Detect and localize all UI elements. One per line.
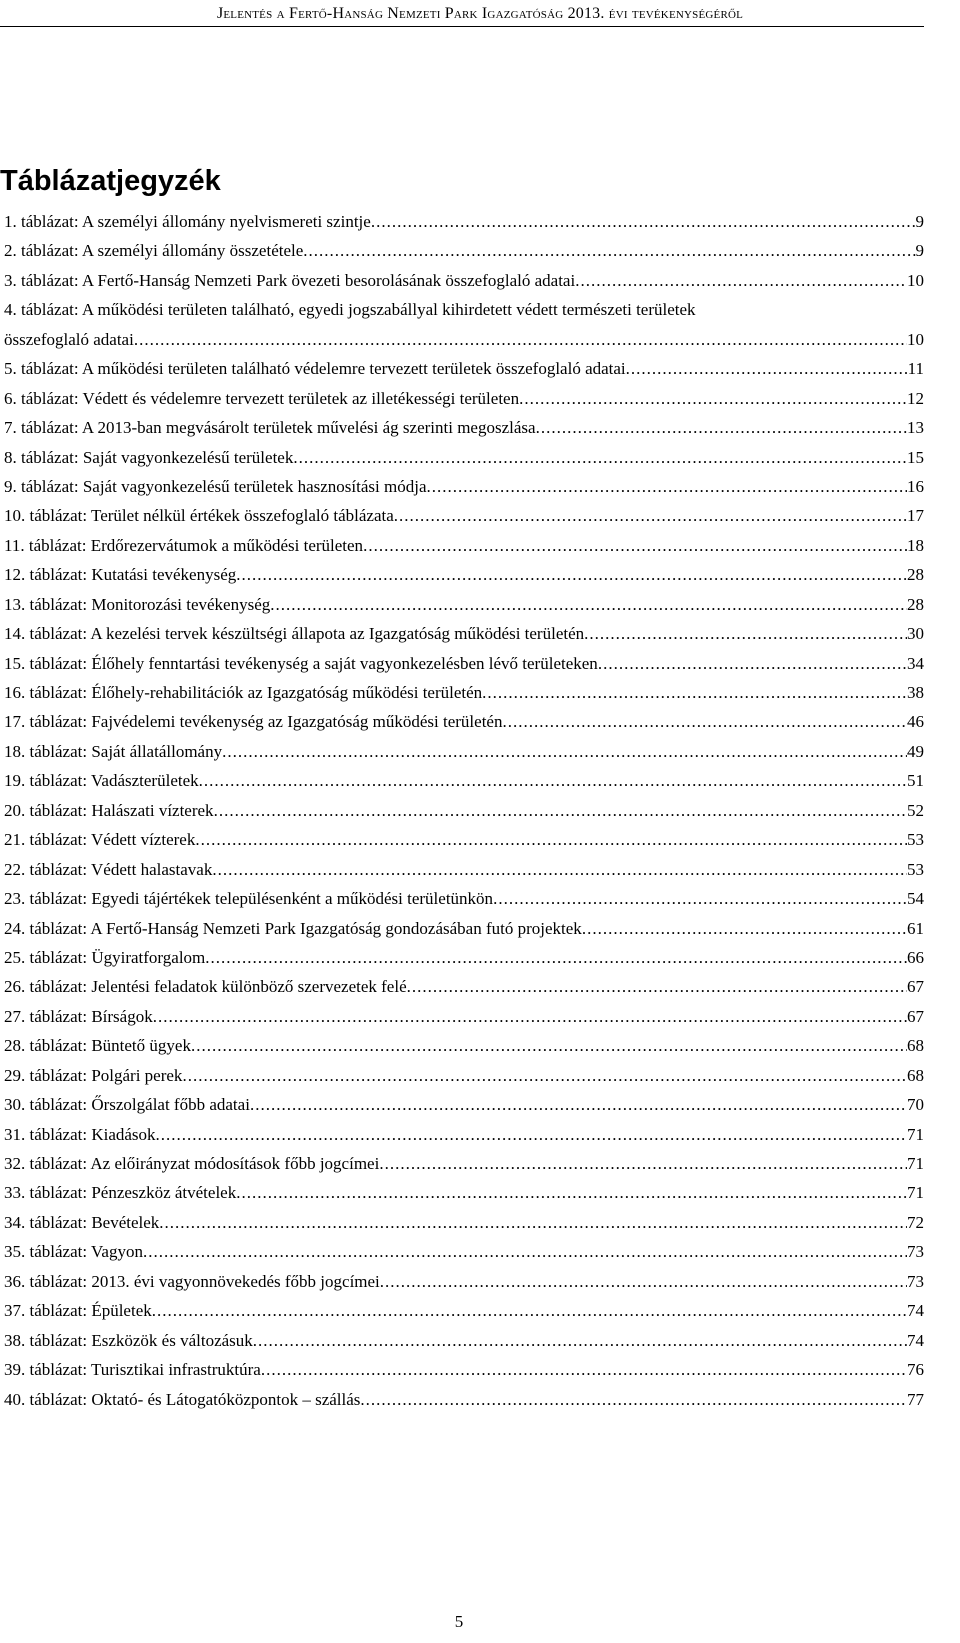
toc-entry[interactable] <box>4 443 924 472</box>
header-divider <box>0 26 924 27</box>
toc-entry-title: 16. táblázat: Élőhely-rehabilitációk az Igazgatóság működési területén <box>4 683 483 702</box>
toc-entry-page: 71 <box>907 1154 924 1173</box>
toc-entry[interactable] <box>4 1090 924 1119</box>
toc-entry[interactable] <box>4 1296 924 1325</box>
toc-entry[interactable] <box>4 884 924 913</box>
dot-leader <box>519 384 907 413</box>
toc-entry-title: 35. táblázat: Vagyon <box>4 1242 143 1262</box>
dot-leader <box>195 825 907 854</box>
toc-entry-title: 37. táblázat: Épületek <box>4 1301 152 1321</box>
toc-entry-page: 10 <box>907 329 924 349</box>
dot-leader <box>407 972 907 1001</box>
toc-entry-title: 26. táblázat: Jelentési feladatok különböző szervezetek felé <box>4 977 407 997</box>
dot-leader <box>191 1031 907 1060</box>
toc-entry[interactable] <box>4 531 924 560</box>
toc-entry-title: 27. táblázat: Bírságok <box>4 1006 153 1026</box>
running-header: Jelentés a Fertő-Hanság Nemzeti Park Igazgatóság 2013. évi tevékenységéről <box>216 5 744 22</box>
dot-leader <box>253 1326 907 1355</box>
toc-entry-title: 40. táblázat: Oktató- és Látogatóközpontok – szállás <box>4 1389 361 1409</box>
dot-leader <box>250 1090 907 1119</box>
toc-entry[interactable] <box>4 796 924 825</box>
toc-entry-title: 25. táblázat: Ügyiratforgalom <box>4 947 206 967</box>
toc-entry[interactable] <box>4 943 924 972</box>
toc-entry-title: 12. táblázat: Kutatási tevékenység <box>4 565 237 585</box>
toc-entry-title: 28. táblázat: Büntető ügyek <box>4 1036 191 1056</box>
toc-entry[interactable] <box>4 1267 924 1296</box>
dot-leader <box>236 560 907 589</box>
toc-entry[interactable] <box>4 1149 924 1178</box>
dot-leader <box>205 943 907 972</box>
toc-entry-page: 52 <box>907 800 924 820</box>
toc-entry-page: 51 <box>907 771 924 791</box>
toc-entry[interactable] <box>4 707 924 736</box>
toc-entry[interactable] <box>4 678 924 707</box>
toc-entry-title: 30. táblázat: Őrszolgálat főbb adatai <box>4 1095 250 1115</box>
dot-leader <box>159 1208 907 1237</box>
page-number: 5 <box>454 1612 464 1631</box>
toc-entry[interactable] <box>4 1385 924 1414</box>
toc-entry[interactable] <box>4 384 924 413</box>
toc-entry-title: 2. táblázat: A személyi állomány összetétele <box>4 241 304 261</box>
dot-leader <box>214 796 907 825</box>
dot-leader <box>502 707 907 736</box>
toc-entry-page: 28 <box>907 565 924 585</box>
toc-entry[interactable] <box>4 207 924 236</box>
toc-entry[interactable] <box>4 825 924 854</box>
toc-entry-page: 34 <box>907 653 924 673</box>
toc-entry[interactable] <box>4 766 924 795</box>
toc-entry-title: 19. táblázat: Vadászterületek <box>4 771 199 791</box>
toc-title: Táblázatjegyzék <box>0 165 221 197</box>
toc-entry[interactable] <box>4 972 924 1001</box>
toc-entry-page: 74 <box>907 1330 924 1350</box>
toc-entry-title: 15. táblázat: Élőhely fenntartási tevékenység a saját vagyonkezelésben lévő területeken <box>4 653 598 673</box>
toc-entry[interactable] <box>4 619 924 648</box>
toc-entry-title: 3. táblázat: A Fertő-Hanság Nemzeti Park övezeti besorolásának összefoglaló adatai <box>4 270 576 290</box>
toc-entry-title: 7. táblázat: A 2013-ban megvásárolt területek művelési ág szerinti megoszlása <box>4 418 536 438</box>
dot-leader <box>394 501 907 530</box>
toc-entry-page: 76 <box>907 1360 924 1380</box>
toc-entry[interactable] <box>4 914 924 943</box>
toc-entry[interactable] <box>4 1031 924 1060</box>
toc-entry[interactable] <box>4 1237 924 1266</box>
toc-entry-title: összefoglaló adatai <box>4 329 134 349</box>
toc-entry[interactable] <box>4 1002 924 1031</box>
dot-leader <box>379 1149 907 1178</box>
dot-leader <box>152 1296 907 1325</box>
dot-leader <box>212 855 907 884</box>
toc-entry[interactable] <box>4 1061 924 1090</box>
toc-entry-page: 77 <box>907 1389 924 1409</box>
toc-entry-title: 1. táblázat: A személyi állomány nyelvismereti szintje <box>4 212 371 231</box>
toc-entry[interactable] <box>4 590 924 619</box>
toc-entry-title: 10. táblázat: Terület nélkül értékek összefoglaló táblázata <box>4 506 394 526</box>
toc-entry-title: 11. táblázat: Erdőrezervátumok a működési területen <box>4 535 364 555</box>
dot-leader <box>363 531 907 560</box>
dot-leader <box>582 914 907 943</box>
toc-entry-title: 24. táblázat: A Fertő-Hanság Nemzeti Park Igazgatóság gondozásában futó projektek <box>4 918 582 938</box>
toc-entry[interactable] <box>4 560 924 589</box>
dot-leader <box>156 1120 907 1149</box>
dot-leader <box>236 1178 907 1207</box>
toc-entry-page: 10 <box>907 270 924 290</box>
dot-leader <box>261 1355 907 1384</box>
toc-entry-page: 53 <box>907 830 924 850</box>
toc-entry-title: 6. táblázat: Védett és védelemre tervezett területek az illetékességi területen <box>4 388 520 408</box>
toc-entry-title: 39. táblázat: Turisztikai infrastruktúra <box>4 1360 261 1380</box>
toc-entry[interactable] <box>4 1178 924 1207</box>
toc-entry-title: 17. táblázat: Fajvédelemi tevékenység az Igazgatóság működési területén <box>4 712 503 732</box>
toc-entry-page: 53 <box>907 859 924 879</box>
toc-entry-title: 4. táblázat: A működési területen található, egyedi jogszabállyal kihirdetett védett természeti területek <box>4 300 696 320</box>
toc-entry-page: 54 <box>907 889 924 909</box>
dot-leader <box>360 1385 907 1414</box>
dot-leader <box>371 207 916 236</box>
dot-leader <box>182 1061 907 1090</box>
toc-entry-page: 18 <box>907 535 924 555</box>
toc-entry[interactable] <box>4 1326 924 1355</box>
toc-entry-title: 31. táblázat: Kiadások <box>4 1124 156 1144</box>
toc-entry-page: 70 <box>907 1095 924 1115</box>
dot-leader <box>584 619 907 648</box>
toc-entry-page: 13 <box>907 418 924 438</box>
dot-leader <box>598 649 907 678</box>
toc-entry-title: 8. táblázat: Saját vagyonkezelésű területek <box>4 447 294 467</box>
dot-leader <box>293 443 907 472</box>
toc-entry-page: 71 <box>907 1183 924 1203</box>
toc-entry-title: 29. táblázat: Polgári perek <box>4 1065 183 1085</box>
toc-entry-page: 66 <box>907 947 924 967</box>
toc-entry-title: 34. táblázat: Bevételek <box>4 1212 160 1232</box>
dot-leader <box>303 236 915 265</box>
toc-entry[interactable] <box>4 295 924 324</box>
toc-entry-page: 67 <box>907 1006 924 1026</box>
toc-entry-title: 36. táblázat: 2013. évi vagyonnövekedés főbb jogcímei <box>4 1271 380 1291</box>
toc-entry[interactable] <box>4 737 924 766</box>
dot-leader <box>493 884 907 913</box>
toc-entry-title: 33. táblázat: Pénzeszköz átvételek <box>4 1183 237 1203</box>
toc-entry-title: 20. táblázat: Halászati vízterek <box>4 800 214 820</box>
toc-entry-title: 13. táblázat: Monitorozási tevékenység <box>4 594 271 614</box>
toc-entry-page: 9 <box>915 212 924 231</box>
toc-entry-title: 14. táblázat: A kezelési tervek készültségi állapota az Igazgatóság működési területén <box>4 624 585 644</box>
dot-leader <box>222 737 907 766</box>
toc-entry-page: 73 <box>907 1242 924 1262</box>
dot-leader <box>143 1237 907 1266</box>
dot-leader <box>134 325 907 354</box>
toc-entry-page: 67 <box>907 977 924 997</box>
toc-entry[interactable] <box>4 1120 924 1149</box>
toc-entry-page: 68 <box>907 1065 924 1085</box>
toc-entry[interactable] <box>4 266 924 295</box>
toc-entry[interactable] <box>4 501 924 530</box>
toc-entry-title: 9. táblázat: Saját vagyonkezelésű területek hasznosítási módja <box>4 476 427 496</box>
toc-entry-title: 38. táblázat: Eszközök és változásuk <box>4 1330 253 1350</box>
dot-leader <box>626 354 908 383</box>
dot-leader <box>153 1002 907 1031</box>
dot-leader <box>270 590 907 619</box>
toc-entry-page: 73 <box>907 1271 924 1291</box>
toc-entry-title: 5. táblázat: A működési területen található védelemre tervezett területek összefoglaló adatai <box>4 359 626 379</box>
toc-entry-page: 17 <box>907 506 924 526</box>
toc-entry-page: 38 <box>907 683 924 702</box>
toc-entry-page: 11 <box>907 359 924 379</box>
toc-entry-page: 68 <box>907 1036 924 1056</box>
toc-entry-page: 28 <box>907 594 924 614</box>
toc-entry[interactable] <box>4 472 924 501</box>
toc-entry[interactable] <box>4 1208 924 1237</box>
toc-entry-page: 46 <box>907 712 924 732</box>
toc-entry-title: 22. táblázat: Védett halastavak <box>4 859 213 879</box>
toc-entry-title: 32. táblázat: Az előirányzat módosítások főbb jogcímei <box>4 1154 380 1173</box>
toc-entry-title: 23. táblázat: Egyedi tájértékek településenként a működési területünkön <box>4 889 494 909</box>
toc-entry-page: 15 <box>907 447 924 467</box>
toc-entry-page: 16 <box>907 476 924 496</box>
dot-leader <box>536 413 907 442</box>
toc-entry-page: 74 <box>907 1301 924 1321</box>
toc-entry-page: 71 <box>907 1124 924 1144</box>
toc-entry[interactable] <box>4 325 924 354</box>
toc-entry[interactable] <box>4 855 924 884</box>
toc-entry-title: 18. táblázat: Saját állatállomány <box>4 741 223 761</box>
toc-entry[interactable] <box>4 1355 924 1384</box>
dot-leader <box>199 766 907 795</box>
dot-leader <box>575 266 907 295</box>
toc-entry[interactable] <box>4 236 924 265</box>
toc-entry-page: 9 <box>915 241 924 261</box>
toc-entry-page: 72 <box>907 1212 924 1232</box>
toc-entry-page: 12 <box>907 388 924 408</box>
toc-entry[interactable] <box>4 649 924 678</box>
dot-leader <box>482 678 907 707</box>
toc-entry-title: 21. táblázat: Védett vízterek <box>4 830 196 850</box>
toc-entry-page: 30 <box>907 624 924 644</box>
table-of-tables <box>4 207 924 1414</box>
toc-entry-page: 61 <box>907 918 924 938</box>
toc-entry-page: 49 <box>907 741 924 761</box>
dot-leader <box>380 1267 907 1296</box>
toc-entry[interactable] <box>4 354 924 383</box>
toc-entry[interactable] <box>4 413 924 442</box>
dot-leader <box>427 472 908 501</box>
